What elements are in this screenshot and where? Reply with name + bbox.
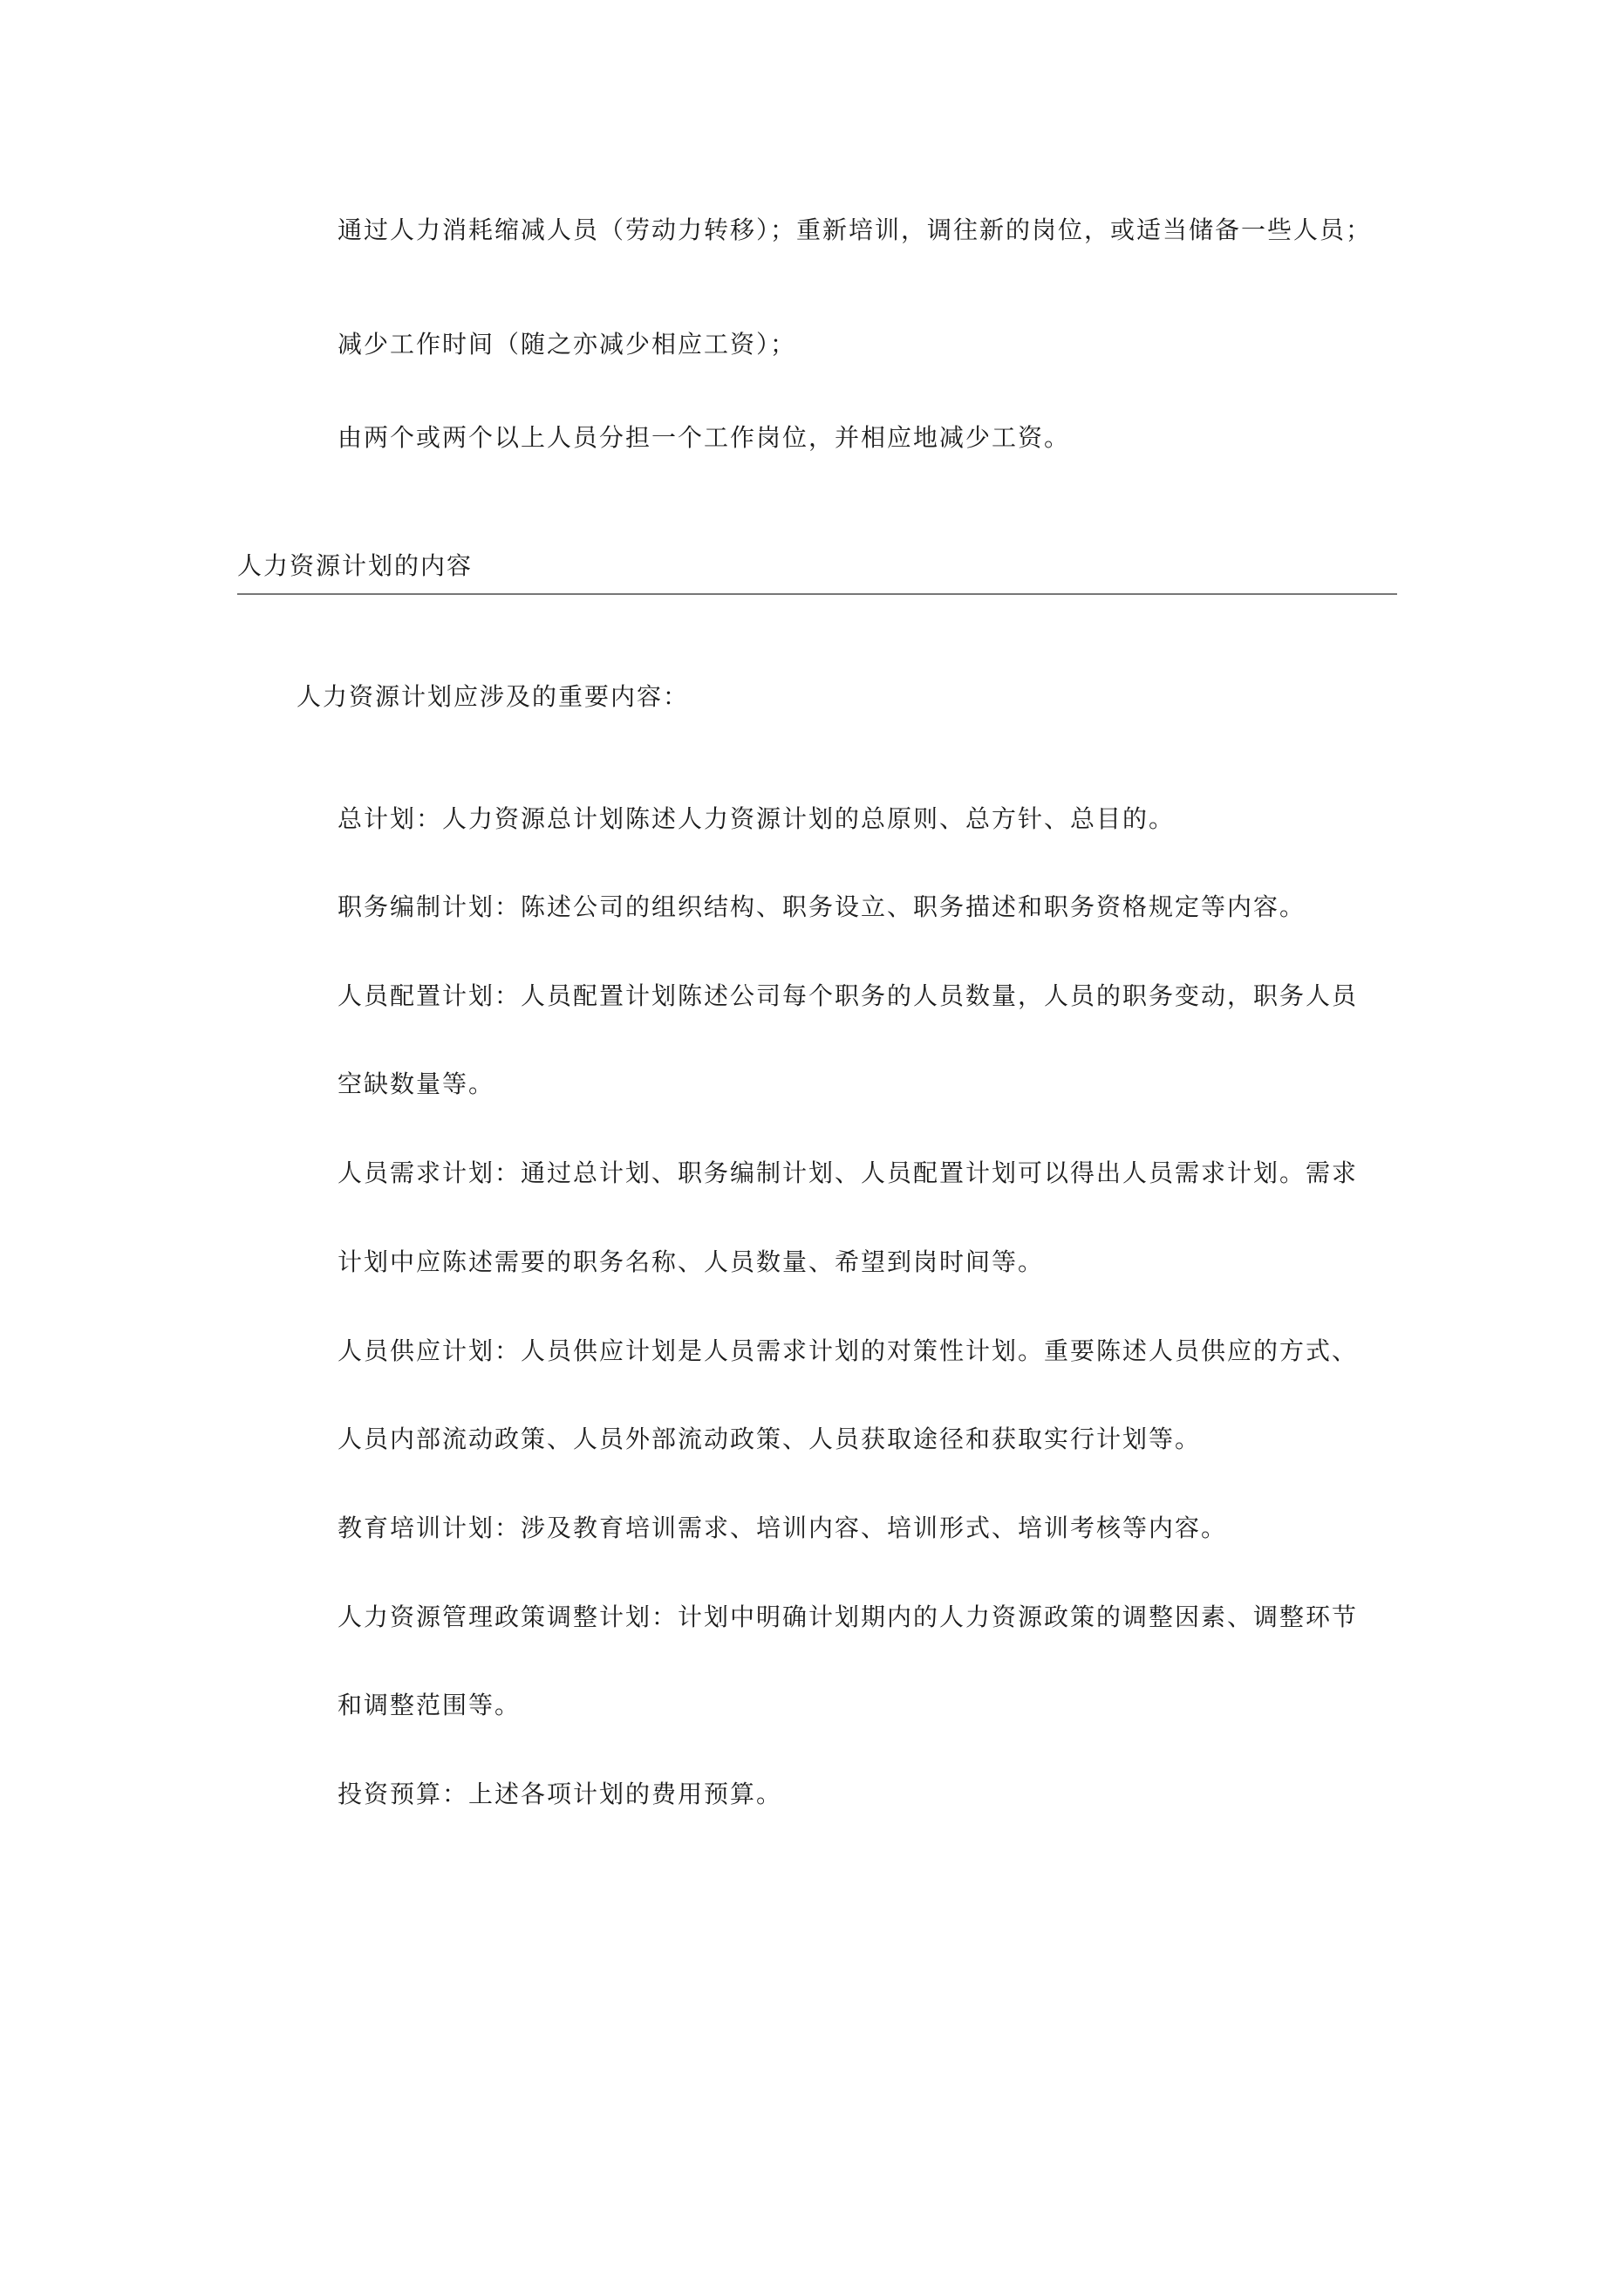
staffing-plan-item-line1: 人员配置计划：人员配置计划陈述公司每个职务的人员数量，人员的职务变动，职务人员 (338, 981, 1359, 1010)
training-plan-item: 教育培训计划：涉及教育培训需求、培训内容、培训形式、培训考核等内容。 (338, 1514, 1228, 1542)
supply-plan-item-line1: 人员供应计划：人员供应计划是人员需求计划的对策性计划。重要陈述人员供应的方式、 (338, 1336, 1359, 1365)
reduction-option-3: 由两个或两个以上人员分担一个工作岗位，并相应地减少工资。 (338, 423, 1071, 452)
section-intro: 人力资源计划应涉及的重要内容： (297, 682, 690, 711)
staffing-plan-item-line2: 空缺数量等。 (338, 1069, 495, 1098)
budget-item: 投资预算：上述各项计划的费用预算。 (338, 1780, 783, 1808)
section-title: 人力资源计划的内容 (237, 551, 474, 580)
policy-plan-item-line1: 人力资源管理政策调整计划：计划中明确计划期内的人力资源政策的调整因素、调整环节 (338, 1602, 1359, 1631)
reduction-option-1: 通过人力消耗缩减人员（劳动力转移）；重新培训，调往新的岗位，或适当储备一些人员； (338, 215, 1373, 244)
demand-plan-item-line1: 人员需求计划：通过总计划、职务编制计划、人员配置计划可以得出人员需求计划。需求 (338, 1158, 1359, 1187)
demand-plan-item-line2: 计划中应陈述需要的职务名称、人员数量、希望到岗时间等。 (338, 1247, 1045, 1276)
reduction-option-2: 减少工作时间（随之亦减少相应工资）； (338, 330, 797, 359)
section-divider (237, 593, 1397, 595)
supply-plan-item-line2: 人员内部流动政策、人员外部流动政策、人员获取途径和获取实行计划等。 (338, 1425, 1202, 1453)
job-plan-item: 职务编制计划：陈述公司的组织结构、职务设立、职务描述和职务资格规定等内容。 (338, 892, 1306, 921)
policy-plan-item-line2: 和调整范围等。 (338, 1691, 522, 1719)
total-plan-item: 总计划：人力资源总计划陈述人力资源计划的总原则、总方针、总目的。 (338, 804, 1176, 833)
